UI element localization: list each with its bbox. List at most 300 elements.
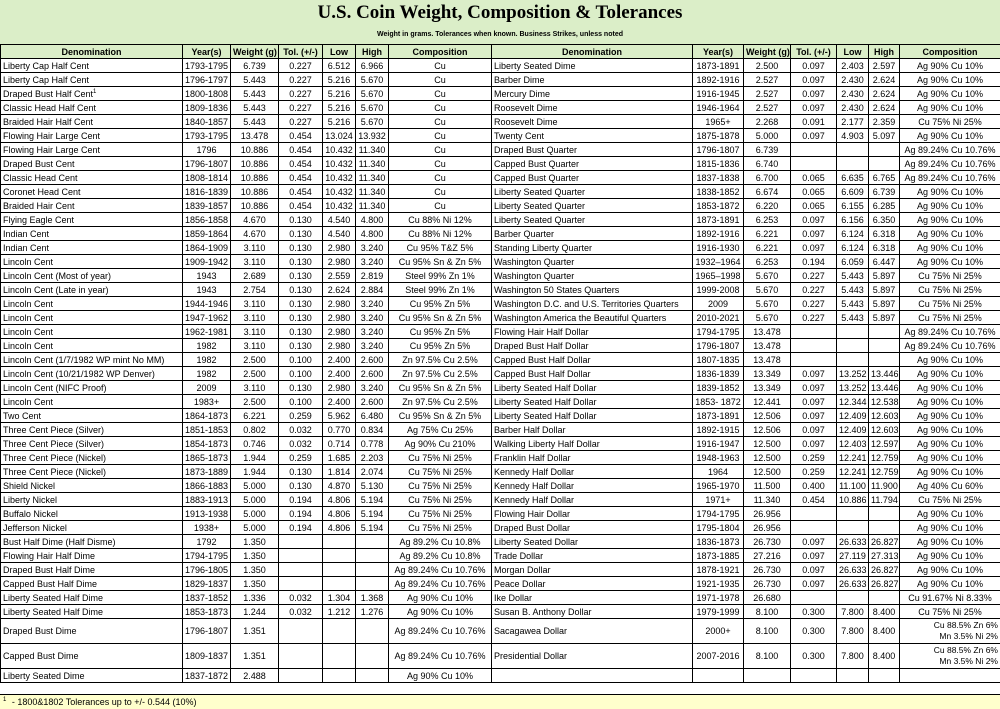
left-years-cell: 1883-1913 xyxy=(183,493,231,507)
right-high-cell: 2.624 xyxy=(869,101,900,115)
footnote-ref: 1 xyxy=(93,88,97,95)
right-composition-cell: Ag 90% Cu 10% xyxy=(900,185,1000,199)
left-weight-cell: 1.351 xyxy=(231,644,279,669)
right-years-cell: 1873-1891 xyxy=(693,59,744,73)
right-years-cell: 1916-1947 xyxy=(693,437,744,451)
left-high-cell xyxy=(356,619,389,644)
left-weight-cell: 1.350 xyxy=(231,535,279,549)
left-composition-cell: Ag 90% Cu 10% xyxy=(389,669,492,683)
left-tolerance-cell: 0.454 xyxy=(279,157,323,171)
left-denomination-cell: Lincoln Cent xyxy=(1,255,183,269)
right-denomination-cell: Sacagawea Dollar xyxy=(492,619,693,644)
left-composition-cell: Ag 89.24% Cu 10.76% xyxy=(389,577,492,591)
table-row xyxy=(1,199,1000,213)
right-composition-cell: Ag 89.24% Cu 10.76% xyxy=(900,157,1000,171)
right-composition-cell: Ag 90% Cu 10% xyxy=(900,367,1000,381)
left-denomination-cell: Flowing Hair Large Cent xyxy=(1,129,183,143)
right-high-cell xyxy=(869,521,900,535)
left-composition-cell: Cu 75% Ni 25% xyxy=(389,479,492,493)
right-high-cell xyxy=(869,669,900,683)
right-years-cell: 1892-1916 xyxy=(693,73,744,87)
right-weight-cell: 26.956 xyxy=(744,507,791,521)
left-weight-cell: 3.110 xyxy=(231,297,279,311)
left-denomination-cell: Flying Eagle Cent xyxy=(1,213,183,227)
right-years-cell: 1794-1795 xyxy=(693,507,744,521)
left-composition-cell: Cu xyxy=(389,73,492,87)
left-denomination-cell: Draped Bust Cent xyxy=(1,157,183,171)
left-years-cell: 2009 xyxy=(183,381,231,395)
footnote xyxy=(0,694,1000,709)
right-weight-cell: 12.441 xyxy=(744,395,791,409)
right-high-cell xyxy=(869,157,900,171)
table-row xyxy=(1,465,1000,479)
right-weight-cell: 2.268 xyxy=(744,115,791,129)
header-composition: Composition xyxy=(389,45,492,59)
right-high-cell: 26.827 xyxy=(869,577,900,591)
left-weight-cell: 2.488 xyxy=(231,669,279,683)
right-years-cell: 1932–1964 xyxy=(693,255,744,269)
right-composition-cell: Ag 90% Cu 10% xyxy=(900,409,1000,423)
table-row xyxy=(1,493,1000,507)
table-row xyxy=(1,227,1000,241)
right-tolerance-cell: 0.227 xyxy=(791,311,837,325)
left-weight-cell: 5.443 xyxy=(231,87,279,101)
left-low-cell: 0.770 xyxy=(323,423,356,437)
left-composition-cell: Ag 89.24% Cu 10.76% xyxy=(389,644,492,669)
left-weight-cell: 4.670 xyxy=(231,213,279,227)
right-tolerance-cell: 0.300 xyxy=(791,619,837,644)
table-row xyxy=(1,143,1000,157)
left-composition-cell: Zn 97.5% Cu 2.5% xyxy=(389,353,492,367)
left-high-cell: 5.670 xyxy=(356,115,389,129)
left-tolerance-cell: 0.130 xyxy=(279,283,323,297)
right-low-cell: 5.443 xyxy=(837,269,869,283)
right-weight-cell: 6.253 xyxy=(744,213,791,227)
right-tolerance-cell: 0.097 xyxy=(791,129,837,143)
left-years-cell: 1808-1814 xyxy=(183,171,231,185)
right-denomination-cell: Draped Bust Half Dollar xyxy=(492,339,693,353)
left-years-cell: 1796-1805 xyxy=(183,563,231,577)
right-low-cell xyxy=(837,521,869,535)
left-weight-cell: 1.351 xyxy=(231,619,279,644)
left-high-cell: 5.194 xyxy=(356,507,389,521)
table-row xyxy=(1,619,1000,644)
left-weight-cell: 4.670 xyxy=(231,227,279,241)
left-denomination-cell: Classic Head Cent xyxy=(1,171,183,185)
right-weight-cell: 11.340 xyxy=(744,493,791,507)
right-denomination-cell: Kennedy Half Dollar xyxy=(492,479,693,493)
right-denomination-cell: Kennedy Half Dollar xyxy=(492,465,693,479)
right-low-cell: 12.409 xyxy=(837,409,869,423)
right-years-cell: 1964 xyxy=(693,465,744,479)
right-low-cell: 12.409 xyxy=(837,423,869,437)
left-years-cell: 1864-1909 xyxy=(183,241,231,255)
left-high-cell: 5.670 xyxy=(356,73,389,87)
right-high-cell: 12.538 xyxy=(869,395,900,409)
right-tolerance-cell: 0.097 xyxy=(791,409,837,423)
right-composition-cell: Ag 90% Cu 10% xyxy=(900,381,1000,395)
left-weight-cell: 1.350 xyxy=(231,577,279,591)
right-denomination-cell: Susan B. Anthony Dollar xyxy=(492,605,693,619)
left-composition-cell: Cu 95% Sn & Zn 5% xyxy=(389,255,492,269)
left-weight-cell: 1.944 xyxy=(231,451,279,465)
right-weight-cell: 13.478 xyxy=(744,339,791,353)
right-years-cell: 1873-1885 xyxy=(693,549,744,563)
left-composition-cell: Ag 89.24% Cu 10.76% xyxy=(389,619,492,644)
right-tolerance-cell: 0.097 xyxy=(791,87,837,101)
right-weight-cell: 2.527 xyxy=(744,101,791,115)
right-high-cell: 12.603 xyxy=(869,423,900,437)
left-tolerance-cell: 0.130 xyxy=(279,465,323,479)
right-years-cell: 1795-1804 xyxy=(693,521,744,535)
left-low-cell: 4.806 xyxy=(323,507,356,521)
table-row xyxy=(1,213,1000,227)
right-weight-cell: 12.500 xyxy=(744,465,791,479)
header-years: Year(s) xyxy=(693,45,744,59)
left-low-cell: 10.432 xyxy=(323,199,356,213)
right-tolerance-cell: 0.097 xyxy=(791,563,837,577)
left-composition-cell: Steel 99% Zn 1% xyxy=(389,283,492,297)
right-tolerance-cell: 0.097 xyxy=(791,549,837,563)
left-low-cell: 2.400 xyxy=(323,395,356,409)
left-tolerance-cell: 0.032 xyxy=(279,437,323,451)
left-years-cell: 1792 xyxy=(183,535,231,549)
left-years-cell: 1873-1889 xyxy=(183,465,231,479)
right-high-cell xyxy=(869,339,900,353)
right-high-cell: 6.285 xyxy=(869,199,900,213)
left-denomination-cell: Lincoln Cent xyxy=(1,395,183,409)
left-tolerance-cell: 0.454 xyxy=(279,199,323,213)
left-years-cell: 1839-1857 xyxy=(183,199,231,213)
left-high-cell: 3.240 xyxy=(356,241,389,255)
right-composition-cell: Ag 89.24% Cu 10.76% xyxy=(900,339,1000,353)
right-tolerance-cell: 0.097 xyxy=(791,437,837,451)
right-high-cell: 2.359 xyxy=(869,115,900,129)
right-high-cell: 26.827 xyxy=(869,563,900,577)
left-high-cell: 11.340 xyxy=(356,157,389,171)
right-low-cell: 5.443 xyxy=(837,297,869,311)
right-denomination-cell: Morgan Dollar xyxy=(492,563,693,577)
right-composition-cell: Ag 40% Cu 60% xyxy=(900,479,1000,493)
left-tolerance-cell: 0.130 xyxy=(279,381,323,395)
right-high-cell: 5.897 xyxy=(869,269,900,283)
left-denomination-cell: Liberty Seated Dime xyxy=(1,669,183,683)
left-denomination-cell: Lincoln Cent xyxy=(1,325,183,339)
right-high-cell xyxy=(869,143,900,157)
right-high-cell: 2.597 xyxy=(869,59,900,73)
right-low-cell xyxy=(837,143,869,157)
right-high-cell: 13.446 xyxy=(869,367,900,381)
left-years-cell: 1796-1807 xyxy=(183,157,231,171)
left-weight-cell: 2.500 xyxy=(231,353,279,367)
right-weight-cell: 26.730 xyxy=(744,535,791,549)
right-years-cell: 1815-1836 xyxy=(693,157,744,171)
left-low-cell: 10.432 xyxy=(323,185,356,199)
left-tolerance-cell: 0.130 xyxy=(279,269,323,283)
footnote-mark: 1 xyxy=(3,697,7,703)
table-row xyxy=(1,437,1000,451)
left-composition-cell: Cu 95% Zn 5% xyxy=(389,297,492,311)
right-weight-cell xyxy=(744,669,791,683)
left-denomination-cell: Draped Bust Half Dime xyxy=(1,563,183,577)
left-weight-cell: 10.886 xyxy=(231,143,279,157)
left-years-cell: 1938+ xyxy=(183,521,231,535)
left-high-cell: 13.932 xyxy=(356,129,389,143)
left-weight-cell: 2.754 xyxy=(231,283,279,297)
table-row xyxy=(1,87,1000,101)
right-low-cell xyxy=(837,157,869,171)
table-row xyxy=(1,669,1000,683)
right-tolerance-cell xyxy=(791,353,837,367)
table-row xyxy=(1,297,1000,311)
right-weight-cell: 6.674 xyxy=(744,185,791,199)
left-composition-cell: Cu xyxy=(389,129,492,143)
left-weight-cell: 10.886 xyxy=(231,171,279,185)
right-low-cell xyxy=(837,339,869,353)
left-years-cell: 1809-1836 xyxy=(183,101,231,115)
left-high-cell: 0.778 xyxy=(356,437,389,451)
right-high-cell xyxy=(869,591,900,605)
left-weight-cell: 13.478 xyxy=(231,129,279,143)
left-composition-cell: Ag 89.2% Cu 10.8% xyxy=(389,535,492,549)
left-tolerance-cell xyxy=(279,577,323,591)
right-low-cell: 2.177 xyxy=(837,115,869,129)
right-tolerance-cell: 0.097 xyxy=(791,73,837,87)
right-denomination-cell: Capped Bust Half Dollar xyxy=(492,367,693,381)
right-denomination-cell: Presidential Dollar xyxy=(492,644,693,669)
right-tolerance-cell: 0.259 xyxy=(791,451,837,465)
right-weight-cell: 12.506 xyxy=(744,409,791,423)
left-weight-cell: 0.802 xyxy=(231,423,279,437)
left-composition-cell: Cu xyxy=(389,157,492,171)
right-high-cell: 8.400 xyxy=(869,619,900,644)
left-denomination-cell: Coronet Head Cent xyxy=(1,185,183,199)
right-tolerance-cell: 0.300 xyxy=(791,644,837,669)
left-tolerance-cell: 0.100 xyxy=(279,367,323,381)
right-years-cell: 1948-1963 xyxy=(693,451,744,465)
right-denomination-cell: Liberty Seated Half Dollar xyxy=(492,395,693,409)
page-subtitle: Weight in grams. Tolerances when known. Business Strikes, unless noted xyxy=(377,31,623,38)
left-low-cell: 10.432 xyxy=(323,157,356,171)
right-low-cell: 2.430 xyxy=(837,73,869,87)
right-years-cell: 2000+ xyxy=(693,619,744,644)
right-low-cell: 6.156 xyxy=(837,213,869,227)
left-composition-cell: Cu 75% Ni 25% xyxy=(389,465,492,479)
right-tolerance-cell: 0.065 xyxy=(791,171,837,185)
left-years-cell: 1859-1864 xyxy=(183,227,231,241)
right-years-cell: 1796-1807 xyxy=(693,339,744,353)
right-tolerance-cell xyxy=(791,669,837,683)
left-low-cell: 0.714 xyxy=(323,437,356,451)
table-row xyxy=(1,311,1000,325)
right-years-cell: 1807-1835 xyxy=(693,353,744,367)
left-years-cell: 1796-1797 xyxy=(183,73,231,87)
left-high-cell: 11.340 xyxy=(356,199,389,213)
right-tolerance-cell xyxy=(791,339,837,353)
left-denomination-cell: Lincoln Cent (NIFC Proof) xyxy=(1,381,183,395)
right-composition-cell: Cu 75% Ni 25% xyxy=(900,493,1000,507)
left-denomination-cell: Three Cent Piece (Nickel) xyxy=(1,451,183,465)
left-denomination-cell: Capped Bust Half Dime xyxy=(1,577,183,591)
right-high-cell: 5.897 xyxy=(869,311,900,325)
table-row xyxy=(1,521,1000,535)
right-composition-cell: Ag 90% Cu 10% xyxy=(900,423,1000,437)
left-denomination-cell: Liberty Seated Half Dime xyxy=(1,605,183,619)
right-weight-cell: 2.527 xyxy=(744,87,791,101)
left-composition-cell: Cu 75% Ni 25% xyxy=(389,521,492,535)
table-row xyxy=(1,381,1000,395)
right-low-cell: 5.443 xyxy=(837,283,869,297)
right-composition-cell: Ag 90% Cu 10% xyxy=(900,437,1000,451)
left-low-cell: 1.304 xyxy=(323,591,356,605)
table-row xyxy=(1,409,1000,423)
right-composition-cell: Ag 90% Cu 10% xyxy=(900,199,1000,213)
right-composition-cell: Ag 90% Cu 10% xyxy=(900,451,1000,465)
right-years-cell: 1999-2008 xyxy=(693,283,744,297)
left-high-cell: 5.130 xyxy=(356,479,389,493)
left-weight-cell: 3.110 xyxy=(231,339,279,353)
left-weight-cell: 1.944 xyxy=(231,465,279,479)
left-denomination-cell: Lincoln Cent (Most of year) xyxy=(1,269,183,283)
right-weight-cell: 13.478 xyxy=(744,325,791,339)
table-row xyxy=(1,591,1000,605)
right-denomination-cell: Barber Half Dollar xyxy=(492,423,693,437)
right-years-cell: 1971+ xyxy=(693,493,744,507)
left-composition-cell: Steel 99% Zn 1% xyxy=(389,269,492,283)
left-years-cell: 1840-1857 xyxy=(183,115,231,129)
left-high-cell: 2.203 xyxy=(356,451,389,465)
left-low-cell: 2.980 xyxy=(323,325,356,339)
right-tolerance-cell: 0.227 xyxy=(791,297,837,311)
left-tolerance-cell: 0.227 xyxy=(279,101,323,115)
right-years-cell xyxy=(693,669,744,683)
right-low-cell: 2.430 xyxy=(837,87,869,101)
left-composition-cell: Cu 75% Ni 25% xyxy=(389,451,492,465)
left-denomination-cell: Lincoln Cent (1/7/1982 WP mint No MM) xyxy=(1,353,183,367)
left-tolerance-cell: 0.454 xyxy=(279,129,323,143)
left-high-cell: 5.670 xyxy=(356,87,389,101)
right-tolerance-cell: 0.454 xyxy=(791,493,837,507)
right-tolerance-cell xyxy=(791,591,837,605)
table-row xyxy=(1,605,1000,619)
right-weight-cell: 6.253 xyxy=(744,255,791,269)
table-row xyxy=(1,339,1000,353)
left-composition-cell: Cu xyxy=(389,185,492,199)
left-tolerance-cell: 0.130 xyxy=(279,325,323,339)
right-low-cell: 6.124 xyxy=(837,241,869,255)
left-high-cell: 3.240 xyxy=(356,255,389,269)
left-low-cell: 2.980 xyxy=(323,241,356,255)
left-high-cell: 3.240 xyxy=(356,339,389,353)
right-denomination-cell: Washington 50 States Quarters xyxy=(492,283,693,297)
left-tolerance-cell xyxy=(279,563,323,577)
left-weight-cell: 3.110 xyxy=(231,325,279,339)
left-years-cell: 1865-1873 xyxy=(183,451,231,465)
left-denomination-cell: Jefferson Nickel xyxy=(1,521,183,535)
header-tolerance: Tol. (+/-) xyxy=(279,45,323,59)
left-composition-cell: Cu 88% Ni 12% xyxy=(389,213,492,227)
right-years-cell: 2007-2016 xyxy=(693,644,744,669)
right-denomination-cell: Liberty Seated Quarter xyxy=(492,199,693,213)
left-low-cell: 10.432 xyxy=(323,171,356,185)
table-row xyxy=(1,325,1000,339)
left-years-cell: 1809-1837 xyxy=(183,644,231,669)
left-denomination-cell: Liberty Nickel xyxy=(1,493,183,507)
left-denomination-cell: Liberty Seated Half Dime xyxy=(1,591,183,605)
left-low-cell: 6.512 xyxy=(323,59,356,73)
page-title: U.S. Coin Weight, Composition & Tolerances xyxy=(317,2,683,23)
right-high-cell: 6.318 xyxy=(869,241,900,255)
table-row xyxy=(1,423,1000,437)
table-row xyxy=(1,171,1000,185)
right-denomination-cell: Capped Bust Quarter xyxy=(492,157,693,171)
right-years-cell: 1794-1795 xyxy=(693,325,744,339)
left-high-cell: 2.600 xyxy=(356,353,389,367)
left-denomination-cell: Flowing Hair Large Cent xyxy=(1,143,183,157)
right-low-cell: 12.241 xyxy=(837,465,869,479)
left-low-cell: 5.962 xyxy=(323,409,356,423)
right-low-cell: 5.443 xyxy=(837,311,869,325)
right-low-cell: 12.241 xyxy=(837,451,869,465)
left-years-cell: 1800-1808 xyxy=(183,87,231,101)
right-tolerance-cell: 0.097 xyxy=(791,381,837,395)
right-low-cell: 4.903 xyxy=(837,129,869,143)
left-low-cell: 1.685 xyxy=(323,451,356,465)
left-high-cell: 2.600 xyxy=(356,395,389,409)
left-tolerance-cell xyxy=(279,644,323,669)
right-composition-cell: Ag 90% Cu 10% xyxy=(900,549,1000,563)
table-row xyxy=(1,577,1000,591)
right-weight-cell: 13.349 xyxy=(744,381,791,395)
table-row xyxy=(1,129,1000,143)
right-tolerance-cell xyxy=(791,157,837,171)
left-tolerance-cell: 0.227 xyxy=(279,115,323,129)
right-tolerance-cell: 0.097 xyxy=(791,227,837,241)
left-weight-cell: 10.886 xyxy=(231,185,279,199)
left-low-cell xyxy=(323,644,356,669)
right-composition-cell: Ag 90% Cu 10% xyxy=(900,213,1000,227)
right-low-cell xyxy=(837,325,869,339)
left-high-cell: 5.670 xyxy=(356,101,389,115)
right-high-cell xyxy=(869,507,900,521)
left-weight-cell: 2.500 xyxy=(231,395,279,409)
right-low-cell: 7.800 xyxy=(837,619,869,644)
left-composition-cell: Cu xyxy=(389,199,492,213)
table-row xyxy=(1,479,1000,493)
left-tolerance-cell: 0.259 xyxy=(279,451,323,465)
right-denomination-cell: Washington D.C. and U.S. Territories Quarters xyxy=(492,297,693,311)
right-low-cell: 13.252 xyxy=(837,367,869,381)
left-tolerance-cell xyxy=(279,549,323,563)
right-low-cell: 2.430 xyxy=(837,101,869,115)
left-weight-cell: 1.350 xyxy=(231,563,279,577)
right-weight-cell: 26.730 xyxy=(744,577,791,591)
left-composition-cell: Zn 97.5% Cu 2.5% xyxy=(389,367,492,381)
table-row xyxy=(1,101,1000,115)
right-weight-cell: 6.700 xyxy=(744,171,791,185)
right-years-cell: 1921-1935 xyxy=(693,577,744,591)
left-high-cell: 1.368 xyxy=(356,591,389,605)
right-composition-cell: Ag 89.24% Cu 10.76% xyxy=(900,325,1000,339)
right-weight-cell: 2.527 xyxy=(744,73,791,87)
left-years-cell: 1854-1873 xyxy=(183,437,231,451)
left-high-cell xyxy=(356,563,389,577)
right-tolerance-cell: 0.097 xyxy=(791,213,837,227)
left-weight-cell: 10.886 xyxy=(231,157,279,171)
left-weight-cell: 5.443 xyxy=(231,115,279,129)
left-weight-cell: 3.110 xyxy=(231,255,279,269)
left-denomination-cell: Capped Bust Dime xyxy=(1,644,183,669)
